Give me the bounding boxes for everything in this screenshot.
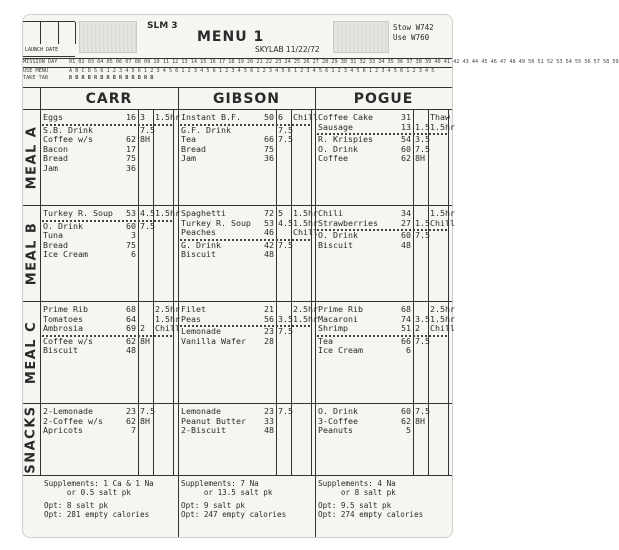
meal-c-pogue-side-0-name: Tea	[318, 335, 333, 346]
mission-day-strip: MISSION DAY 01 02 03 04 05 06 07 08 09 10 11 12 13 14 15 16 17 18 19 20 21 22 23 24 25 26 27 28 29 30 31 32 33 34 35 36 37 38 39 40 41 42 43 44 45 46 47 48 49 50 51 52 53 54 55 56 57 58 59	[23, 59, 619, 65]
meal-a-carr-side-2-name: Bacon	[43, 143, 68, 154]
meal-a-pogue-main-0-code: 31	[401, 112, 411, 122]
meal-b-gibson-main-2-code: 46	[264, 227, 274, 237]
column-rule	[173, 109, 174, 205]
meal-b-pogue-main-1-prep: Chill	[430, 217, 455, 228]
crew-header-gibson: GIBSON	[212, 91, 281, 107]
meal-b-carr-side-1-code: 3	[131, 230, 136, 240]
meal-b-carr-side-0-code: 60	[126, 220, 136, 231]
launch-date-box	[23, 21, 75, 57]
snacks-gibson-main-1-name: Peanut Butter	[181, 415, 246, 426]
meal-a-carr-main-0-water: 3	[140, 112, 145, 122]
snacks-carr-main-0-code: 23	[126, 406, 136, 416]
meal-b-carr-side-0-water: 7.5	[140, 220, 155, 231]
meal-b-gibson-side-0-name: G. Drink	[181, 239, 221, 250]
supplement-carr-line-1: Supplements: 1 Ca & 1 Na	[44, 479, 154, 488]
supplement-carr-line-4: Opt: 281 empty calories	[44, 510, 150, 519]
supplement-gibson-line-4: Opt: 247 empty calories	[181, 510, 287, 519]
meal-a-gibson-side-0-water: 7.5	[278, 124, 293, 135]
meal-b-gibson-side-1-name: Biscuit	[181, 249, 216, 259]
meal-a-carr-side-0-name: S.B. Drink	[43, 124, 93, 135]
meal-b-carr-main-0-prep: 1.5hr	[155, 208, 180, 218]
meal-b-pogue-main-0-name: Chili	[318, 208, 343, 218]
column-rule	[413, 205, 414, 301]
meal-b-gibson-main-1-prep: 1.5hr	[293, 217, 318, 228]
meal-c-pogue-side-1-name: Ice Cream	[318, 345, 363, 355]
meal-a-pogue-side-0-name: R. Krispies	[318, 134, 373, 144]
meal-c-carr-main-1-code: 64	[126, 313, 136, 324]
meal-b-gibson-main-0-prep: 1.5hr	[293, 208, 318, 218]
meal-a-carr-side-3-name: Bread	[43, 153, 68, 163]
meal-a-gibson-main-0-water: 6	[278, 112, 283, 122]
meal-a-pogue-side-2-water: 8H	[415, 153, 425, 163]
column-rule	[276, 301, 277, 403]
meal-c-gibson-main-0-code: 21	[264, 304, 274, 314]
meal-a-gibson-side-2-name: Bread	[181, 143, 206, 154]
snacks-gibson-main-0-water: 7.5	[278, 406, 293, 416]
meal-a-carr-main-0-prep: 1.5hr	[155, 112, 180, 122]
meal-b-gibson-main-1-name: Turkey R. Soup	[181, 217, 251, 228]
meal-b-pogue-side-1-code: 48	[401, 239, 411, 250]
meal-c-gibson-main-0-prep: 2.5hr	[293, 304, 318, 314]
meal-c-pogue-side-1-code: 6	[406, 345, 411, 355]
meal-a-label: MEAL A	[24, 125, 39, 189]
meal-c-gibson-side-0-code: 23	[264, 326, 274, 336]
meal-c-gibson-side-0-name: Lemonade	[181, 326, 221, 336]
snacks-carr-main-1-water: 8H	[140, 415, 150, 426]
meal-c-gibson-main-1-prep: 1.5hr	[293, 313, 318, 324]
snacks-gibson-main-1-code: 33	[264, 415, 274, 426]
meal-c-pogue-main-0-prep: 2.5hr	[430, 304, 455, 314]
meal-a-carr-main-0-code: 16	[126, 112, 136, 122]
meal-a-pogue-main-1-name: Sausage	[318, 121, 353, 132]
adhesive-tape-right	[333, 21, 389, 53]
meal-a-carr-side-4-code: 36	[126, 162, 136, 173]
supplement-gibson-line-2: or 13.5 salt pk	[181, 488, 273, 497]
meal-a-gibson-main-0-prep: Chill	[293, 112, 318, 122]
launch-date-label: LAUNCH DATE	[25, 47, 59, 53]
column-rule	[448, 403, 449, 475]
meal-b-gibson-main-2-name: Peaches	[181, 227, 216, 237]
snacks-gibson-main-0-name: Lemonade	[181, 406, 221, 416]
meal-c-pogue-main-1-name: Macaroni	[318, 313, 358, 324]
mission-label: SLM 3	[147, 21, 178, 31]
meal-a-pogue-main-1-prep: 1.5hr	[430, 121, 455, 132]
meal-b-pogue-side-0-name: O. Drink	[318, 230, 358, 240]
meal-c-pogue-main-2-prep: Chill	[430, 323, 455, 333]
meal-b-gibson-side-0-water: 7.5	[278, 239, 293, 250]
meal-a-carr-side-4-name: Jam	[43, 162, 58, 173]
snacks-pogue-main-1-water: 8H	[415, 415, 425, 426]
meal-c-gibson-side-1-code: 28	[264, 335, 274, 346]
meal-a-pogue-side-1-name: O. Drink	[318, 143, 358, 154]
meal-b-pogue-side-0-code: 60	[401, 230, 411, 240]
meal-a-carr-side-3-code: 75	[126, 153, 136, 163]
meal-a-gibson-side-3-name: Jam	[181, 153, 196, 163]
snacks-gibson-main-2-code: 48	[264, 425, 274, 435]
column-rule	[413, 301, 414, 403]
meal-b-pogue-main-1-name: Strawberries	[318, 217, 378, 228]
column-rule	[173, 403, 174, 475]
meal-a-pogue-side-0-code: 54	[401, 134, 411, 144]
snacks-pogue-main-1-name: 3-Coffee	[318, 415, 358, 426]
meal-c-pogue-main-2-code: 51	[401, 323, 411, 333]
meal-c-carr-main-2-code: 69	[126, 323, 136, 333]
supplement-pogue-line-4: Opt: 274 empty calories	[318, 510, 424, 519]
meal-c-carr-main-2-prep: Chill	[155, 323, 180, 333]
meal-c-pogue-main-1-water: 3.5	[415, 313, 430, 324]
meal-c-pogue-main-2-name: Shrimp	[318, 323, 348, 333]
snacks-pogue-main-0-water: 7.5	[415, 406, 430, 416]
snacks-pogue-main-0-code: 60	[401, 406, 411, 416]
menu-card	[22, 14, 619, 538]
snacks-carr-main-2-name: Apricots	[43, 425, 83, 435]
use-label: Use W760	[393, 33, 430, 42]
supplement-carr-line-3: Opt: 8 salt pk	[44, 501, 109, 510]
snacks-gibson-main-0-code: 23	[264, 406, 274, 416]
meal-a-pogue-main-1-code: 13	[401, 121, 411, 132]
meal-c-gibson-side-0-water: 7.5	[278, 326, 293, 336]
meal-b-pogue-main-1-code: 27	[401, 217, 411, 228]
meal-c-carr-side-0-water: 8H	[140, 335, 150, 346]
meal-c-pogue-side-0-code: 66	[401, 335, 411, 346]
supplement-pogue-line-2: or 8 salt pk	[318, 488, 396, 497]
meal-b-pogue-main-0-prep: 1.5hr	[430, 208, 455, 218]
meal-a-pogue-side-1-code: 60	[401, 143, 411, 154]
snacks-pogue-main-1-code: 62	[401, 415, 411, 426]
supplement-carr-line-2: or 0.5 salt pk	[44, 488, 131, 497]
column-rule	[413, 109, 414, 205]
column-rule	[311, 403, 312, 475]
meal-c-carr-side-0-name: Coffee w/s	[43, 335, 93, 346]
meal-a-gibson-main-0-name: Instant B.F.	[181, 112, 241, 122]
meal-a-carr-side-1-water: 8H	[140, 134, 150, 144]
meal-c-carr-main-2-water: 2	[140, 323, 145, 333]
meal-c-label: MEAL C	[24, 320, 40, 384]
meal-b-carr-side-2-code: 75	[126, 239, 136, 250]
meal-a-pogue-side-0-water: 3.5	[415, 134, 430, 144]
meal-b-pogue-main-1-water: 1.5	[415, 217, 430, 228]
snacks-carr-main-2-code: 7	[131, 425, 136, 435]
meal-a-pogue-side-1-water: 7.5	[415, 143, 430, 154]
meal-c-carr-main-0-name: Prime Rib	[43, 304, 88, 314]
column-rule	[138, 403, 139, 475]
meal-a-pogue-side-2-name: Coffee	[318, 153, 348, 163]
crew-header-carr: CARR	[85, 91, 133, 107]
snacks-carr-main-1-code: 62	[126, 415, 136, 426]
meal-c-gibson-main-1-name: Peas	[181, 313, 201, 324]
supplement-gibson-line-3: Opt: 9 salt pk	[181, 501, 246, 510]
meal-c-gibson-main-1-water: 3.5	[278, 313, 293, 324]
meal-c-carr-main-0-prep: 2.5hr	[155, 304, 180, 314]
meal-a-pogue-side-2-code: 62	[401, 153, 411, 163]
meal-c-pogue-side-0-water: 7.5	[415, 335, 430, 346]
supplement-gibson-line-1: Supplements: 7 Na	[181, 479, 259, 488]
meal-c-pogue-main-2-water: 2	[415, 323, 420, 333]
meal-c-gibson-main-0-name: Filet	[181, 304, 206, 314]
supplement-pogue-line-1: Supplements: 4 Na	[318, 479, 396, 488]
meal-c-pogue-main-1-code: 74	[401, 313, 411, 324]
meal-b-carr-side-0-name: O. Drink	[43, 220, 83, 231]
snacks-carr-main-0-water: 7.5	[140, 406, 155, 416]
meal-c-carr-main-1-name: Tomatoes	[43, 313, 83, 324]
skylab-date: SKYLAB 11/22/72	[255, 45, 320, 54]
meal-b-gibson-main-1-water: 4.5	[278, 217, 293, 228]
meal-b-pogue-main-0-code: 34	[401, 208, 411, 218]
meal-a-pogue-main-0-prep: Thaw	[430, 112, 450, 122]
column-rule	[153, 301, 154, 403]
stow-label: Stow W742	[393, 23, 434, 32]
meal-c-pogue-main-0-name: Prime Rib	[318, 304, 363, 314]
meal-b-carr-main-0-name: Turkey R. Soup	[43, 208, 113, 218]
meal-a-carr-side-2-code: 17	[126, 143, 136, 154]
meal-a-carr-side-1-name: Coffee w/s	[43, 134, 93, 144]
snacks-pogue-main-2-code: 5	[406, 425, 411, 435]
meal-b-carr-side-1-name: Tuna	[43, 230, 63, 240]
meal-c-carr-side-1-name: Biscuit	[43, 345, 78, 355]
column-rule	[173, 205, 174, 301]
column-rule	[311, 109, 312, 205]
meal-b-gibson-side-1-code: 48	[264, 249, 274, 259]
meal-b-gibson-main-0-code: 72	[264, 208, 274, 218]
use-menu-strip: USE MENU A B C D 5 6 1 2 3 4 5 6 1 2 3 4 5 6 1 2 3 4 5 6 1 2 3 4 5 6 1 2 3 4 5 6 1 2 3 4 5 6 1 2 3 4 5 6 1 2 3 4 5 6 1 2 3 4 5	[23, 68, 435, 74]
meal-c-pogue-main-0-code: 68	[401, 304, 411, 314]
column-rule	[413, 403, 414, 475]
meal-a-gibson-side-1-code: 66	[264, 134, 274, 144]
meal-b-gibson-main-0-water: 5	[278, 208, 283, 218]
meal-b-gibson-main-0-name: Spaghetti	[181, 208, 226, 218]
meal-b-carr-side-3-code: 6	[131, 249, 136, 259]
meal-c-carr-main-2-name: Ambrosia	[43, 323, 83, 333]
supplement-pogue-line-3: Opt: 9.5 salt pk	[318, 501, 392, 510]
page-title: MENU 1	[197, 29, 265, 45]
meal-c-carr-main-0-code: 68	[126, 304, 136, 314]
meal-a-gibson-side-0-name: G.F. Drink	[181, 124, 231, 135]
snacks-pogue-main-0-name: O. Drink	[318, 406, 358, 416]
meal-b-carr-main-0-code: 53	[126, 208, 136, 218]
meal-b-label: MEAL B	[24, 221, 40, 285]
meal-c-carr-side-0-code: 62	[126, 335, 136, 346]
meal-c-carr-side-1-code: 48	[126, 345, 136, 355]
column-rule	[276, 403, 277, 475]
meal-c-gibson-main-1-code: 56	[264, 313, 274, 324]
meal-a-carr-side-1-code: 62	[126, 134, 136, 144]
meal-a-gibson-main-0-code: 50	[264, 112, 274, 122]
snacks-pogue-main-2-name: Peanuts	[318, 425, 353, 435]
meal-b-gibson-side-0-code: 42	[264, 239, 274, 250]
meal-a-pogue-main-1-water: 1.5	[415, 121, 430, 132]
crew-header-pogue: POGUE	[353, 91, 414, 107]
meal-b-carr-side-3-name: Ice Cream	[43, 249, 88, 259]
take-tab-strip: TAKE TAB R B R B R B R B R B R B R B	[23, 75, 154, 81]
meal-a-gibson-side-1-name: Tea	[181, 134, 196, 144]
snacks-gibson-main-2-name: 2-Biscuit	[181, 425, 226, 435]
snacks-label: SNACKS	[24, 404, 39, 474]
column-rule	[138, 301, 139, 403]
meal-b-gibson-main-2-prep: Chill	[293, 227, 318, 237]
meal-a-pogue-main-0-name: Coffee Cake	[318, 112, 373, 122]
snacks-carr-main-0-name: 2-Lemonade	[43, 406, 93, 416]
column-rule	[276, 205, 277, 301]
meal-c-carr-main-1-prep: 1.5hr	[155, 313, 180, 324]
snacks-carr-main-1-name: 2-Coffee w/s	[43, 415, 103, 426]
meal-b-pogue-side-0-water: 7.5	[415, 230, 430, 240]
meal-a-carr-main-0-name: Eggs	[43, 112, 63, 122]
meal-a-gibson-side-2-code: 75	[264, 143, 274, 154]
meal-a-gibson-side-1-water: 7.5	[278, 134, 293, 144]
meal-b-pogue-side-1-name: Biscuit	[318, 239, 353, 250]
meal-b-carr-main-0-water: 4.5	[140, 208, 155, 218]
meal-b-gibson-main-1-code: 53	[264, 217, 274, 228]
meal-a-carr-side-0-water: 7.5	[140, 124, 155, 135]
adhesive-tape-left	[79, 21, 137, 53]
meal-a-gibson-side-3-code: 36	[264, 153, 274, 163]
meal-c-gibson-side-1-name: Vanilla Wafer	[181, 335, 246, 346]
meal-b-carr-side-2-name: Bread	[43, 239, 68, 250]
meal-c-pogue-main-1-prep: 1.5hr	[430, 313, 455, 324]
